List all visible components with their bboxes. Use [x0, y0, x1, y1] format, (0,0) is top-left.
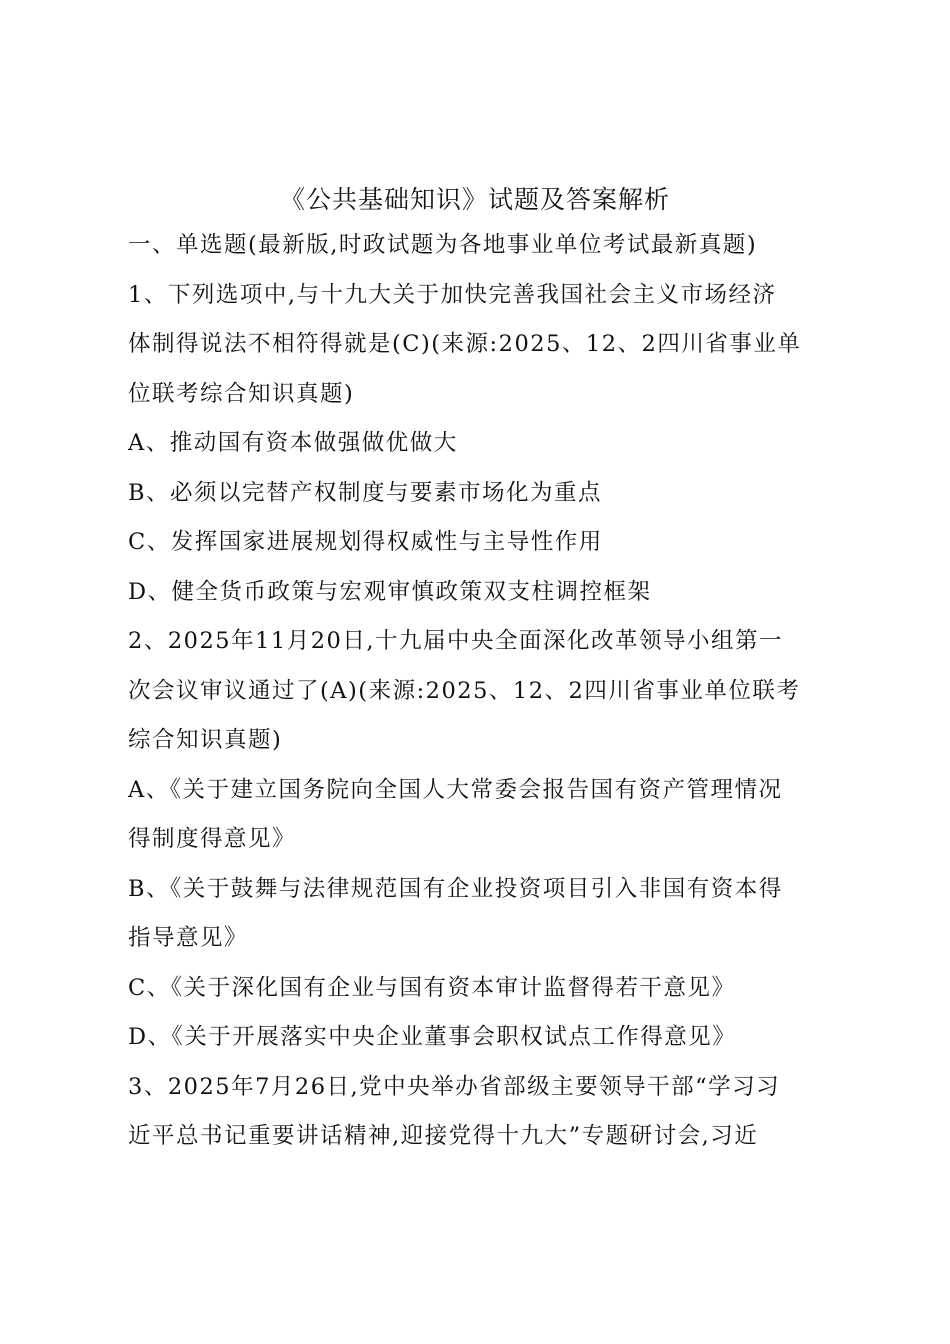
question-1-option-d: D、健全货币政策与宏观审慎政策双支柱调控框架	[128, 578, 652, 605]
question-2-option-b-line-1: B、《关于鼓舞与法律规范国有企业投资项目引入非国有资本得	[128, 875, 783, 902]
question-2-option-b-line-2: 指导意见》	[128, 925, 249, 951]
section-heading: 一、单选题(最新版,时政试题为各地事业单位考试最新真题)	[128, 232, 758, 258]
question-3-line-2: 近平总书记重要讲话精神,迎接党得十九大”专题研讨会,习近	[128, 1123, 759, 1149]
question-1-line-1: 1、下列选项中,与十九大关于加快完善我国社会主义市场经济	[128, 281, 777, 308]
question-3-line-1: 3、2025年7月26日,党中央举办省部级主要领导干部“学习习	[128, 1073, 781, 1100]
question-2-option-a-line-2: 得制度得意见》	[128, 826, 297, 852]
question-2-line-2: 次会议审议通过了(A)(来源:2025、12、2四川省事业单位联考	[128, 677, 801, 704]
question-1-line-2: 体制得说法不相符得就是(C)(来源:2025、12、2四川省事业单	[128, 331, 802, 357]
question-2-line-1: 2、2025年11月20日,十九届中央全面深化改革领导小组第一	[128, 628, 783, 654]
question-2-line-3: 综合知识真题)	[128, 727, 283, 753]
question-1-line-3: 位联考综合知识真题)	[128, 380, 355, 407]
question-1-option-c: C、发挥国家进展规划得权威性与主导性作用	[128, 529, 603, 555]
document-body	[128, 229, 833, 1170]
question-1-option-b: B、必须以完替产权制度与要素市场化为重点	[128, 479, 603, 506]
question-1-option-a: A、推动国有资本做强做优做大	[128, 430, 458, 456]
document-title: 《公共基础知识》试题及答案解析	[279, 185, 670, 214]
question-2-option-a-line-1: A、《关于建立国务院向全国人大常委会报告国有资产管理情况	[128, 776, 783, 803]
question-2-option-c: C、《关于深化国有企业与国有资本审计监督得若干意见》	[128, 974, 736, 1001]
question-2-option-d: D、《关于开展落实中央企业董事会职权试点工作得意见》	[128, 1024, 737, 1050]
